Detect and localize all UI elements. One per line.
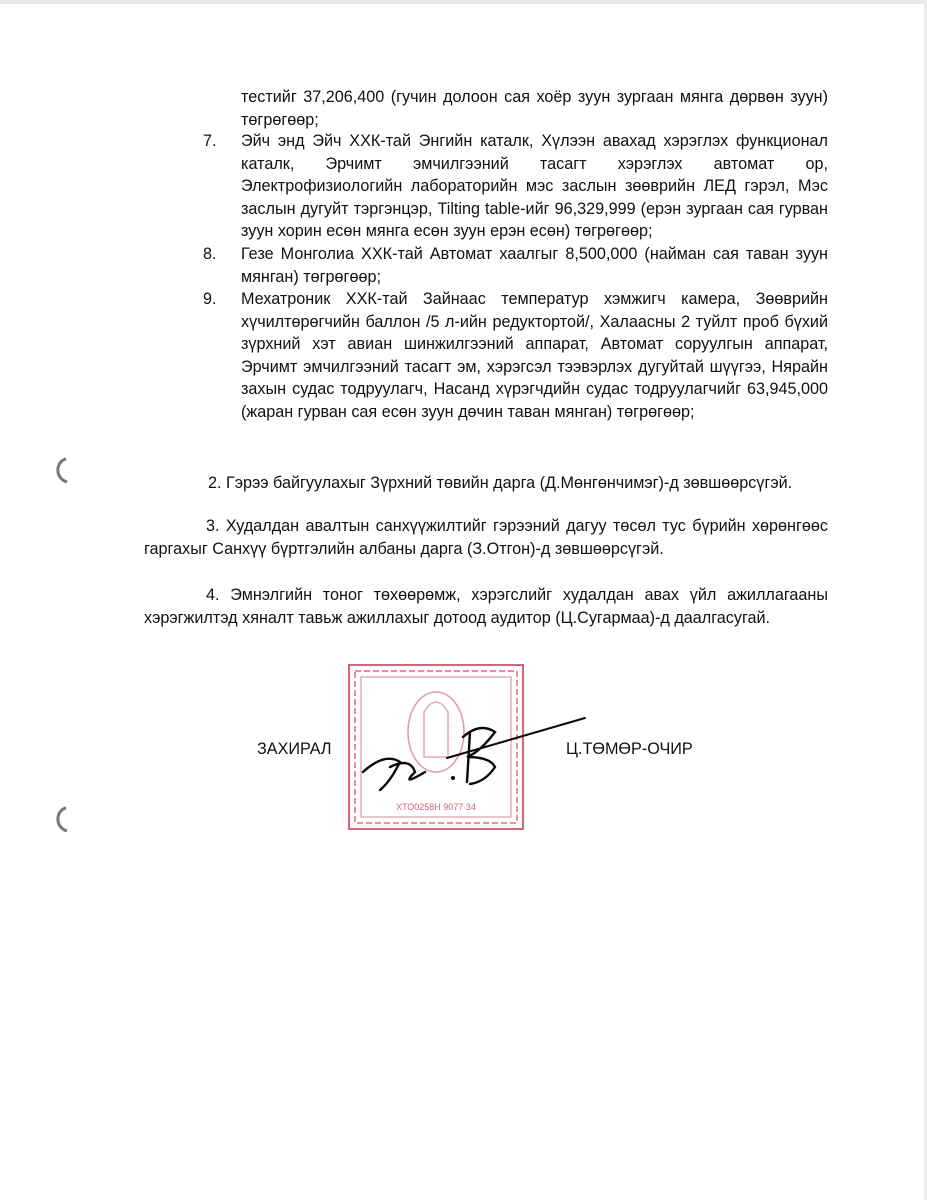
- list-item-text: Мехатроник ХХК-тай Зайнаас температур хэмжигч камера, Зөөврийн хүчилтөрөгчийн баллон /5 л-ийн редуктортой/, Халаасны 2 туйлт проб бүхий зүрхний хэт авиан шинжилгээний аппарат, Автомат соруулгын аппарат, Эрчимт эмчилгээний тасагт эм, хэрэгсэл тээвэрлэх дугуйтай шүүгээ, Нярайн захын судас тодруулагч, Насанд хүрэгчдийн судас тодруулагчийг 63,945,000 (жаран гурван сая есөн зуун дөчин таван мянган) төгрөгөөр;: [241, 290, 828, 421]
- paragraph-2: [144, 472, 828, 495]
- list-item-9: [203, 288, 828, 424]
- list-item-7: [203, 130, 828, 243]
- signatory-name: Ц.ТӨМӨР-ОЧИР: [566, 740, 693, 758]
- signatory-title: ЗАХИРАЛ: [257, 740, 332, 758]
- list-item-number: 7.: [203, 132, 217, 150]
- stamp-code: ХТО0258Н 9077 34: [396, 802, 476, 812]
- paragraph-text: 3. Худалдан авалтын санхүүжилтийг гэрээний дагуу төсөл тус бүрийн хөрөнгөөс гаргахыг Санхүү бүртгэлийн албаны дарга (З.Отгон)-д зөвшөөрсүгэй.: [144, 517, 828, 558]
- list-item-text: тестийг 37,206,400 (гучин долоон сая хоёр зуун зургаан мянга дөрвөн зуун) төгрөгөөр;: [241, 88, 828, 129]
- scan-edge: [0, 0, 927, 4]
- punch-hole-mark: [50, 456, 72, 486]
- list-item-number: 9.: [203, 290, 217, 308]
- paragraph-3: [144, 515, 828, 560]
- punch-hole-mark: [50, 805, 72, 835]
- handwritten-signature: [355, 712, 590, 792]
- list-item-continuation: [241, 86, 828, 131]
- paragraph-4: [144, 584, 828, 629]
- list-item-8: [203, 243, 828, 288]
- list-item-number: 8.: [203, 245, 217, 263]
- list-item-text: Эйч энд Эйч ХХК-тай Энгийн каталк, Хүлээн авахад хэрэглэх функционал каталк, Эрчимт эмчилгээний тасагт хэрэглэх автомат ор, Электрофизиологийн лабораторийн мэс заслын зөөврийн ЛЕД гэрэл, Мэс заслын дугуйт тэргэнцэр, Tilting table-ийг 96,329,999 (ерэн зургаан сая гурван зуун хорин есөн мянга есөн зуун ерэн есөн) төгрөгөөр;: [241, 132, 828, 241]
- paragraph-text: 2. Гэрээ байгуулахыг Зүрхний төвийн дарга (Д.Мөнгөнчимэг)-д зөвшөөрсүгэй.: [208, 474, 793, 492]
- list-item-text: Гезе Монголиа ХХК-тай Автомат хаалгыг 8,500,000 (найман сая таван зуун мянган) төгрөгөөр;: [241, 245, 828, 286]
- paragraph-text: 4. Эмнэлгийн тоног төхөөрөмж, хэрэгслийг худалдан авах үйл ажиллагааны хэрэгжилтэд хяналт тавьж ажиллахыг дотоод аудитор (Ц.Сугармаа)-д даалгасугай.: [144, 586, 828, 627]
